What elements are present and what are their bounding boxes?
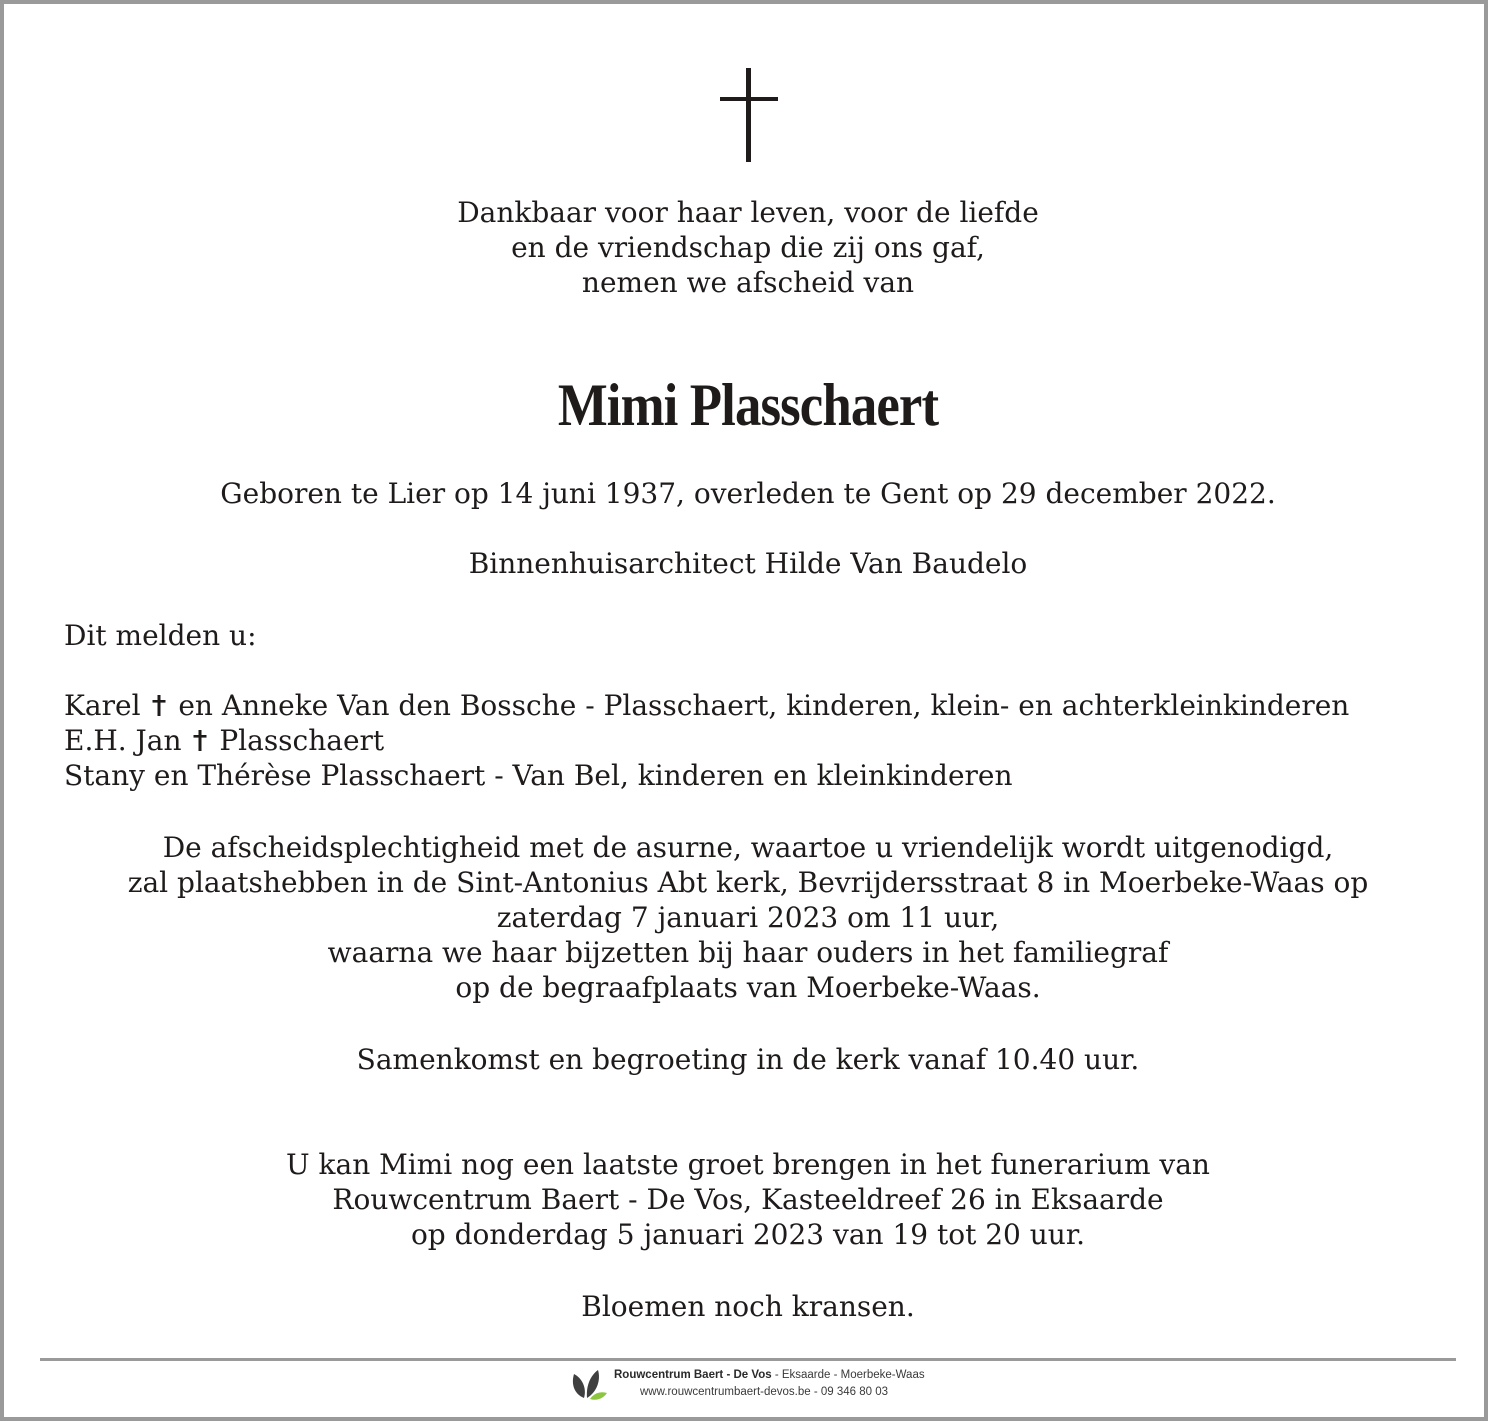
announce-text: Dit melden u: [64,619,257,652]
family-line [64,723,1349,758]
intro-line: en de vriendschap die zij ons gaf, [511,231,985,264]
family-name: E.H. Jan [64,724,182,757]
gathering-line [4,1042,1488,1077]
ceremony-line: zaterdag 7 januari 2023 om 11 uur, [496,901,1000,934]
family-name: Stany en Thérèse Plasschaert - Van Bel, kinderen en kleinkinderen [64,759,1013,792]
intro-line: nemen we afscheid van [581,266,915,299]
phone-number: - 09 346 80 03 [810,1386,889,1398]
visitation-text [4,1147,1488,1252]
flowers-line [4,1289,1488,1324]
website-link[interactable]: www.rouwcentrumbaert-devos.be [640,1386,811,1398]
intro-line: Dankbaar voor haar leven, voor de liefde [457,196,1039,229]
family-name: Karel [64,689,141,722]
footer-divider [40,1358,1456,1361]
family-list [64,688,1349,793]
visitation-line: op donderdag 5 januari 2023 van 19 tot 20 uur. [410,1218,1086,1251]
companion-line [4,546,1488,581]
ceremony-text [4,830,1488,1005]
company-locations: - Eksaarde - Moerbeke-Waas [771,1369,925,1381]
family-line [64,688,1349,723]
announce-line [64,618,257,653]
leaf-logo-icon [570,1366,608,1400]
visitation-line: Rouwcentrum Baert - De Vos, Kasteeldreef 26 in Eksaarde [332,1183,1164,1216]
family-name: Plasschaert [219,724,385,757]
family-line [64,758,1349,793]
ceremony-line: zal plaatshebben in de Sint-Antonius Abt kerk, Bevrijdersstraat 8 in Moerbeke-Waas op [127,866,1369,899]
gathering-text: Samenkomst en begroeting in de kerk vanaf 10.40 uur. [356,1043,1140,1076]
dagger-icon [192,729,208,751]
birth-death-text: Geboren te Lier op 14 juni 1937, overleden te Gent op 29 december 2022. [220,477,1276,510]
companion-text: Binnenhuisarchitect Hilde Van Baudelo [468,547,1028,580]
dagger-icon [151,694,167,716]
ceremony-line: waarna we haar bijzetten bij haar ouders in het familiegraf [327,936,1169,969]
family-name: en Anneke Van den Bossche - Plasschaert, kinderen, klein- en achterkleinkinderen [178,689,1350,722]
footer-text [614,1367,925,1401]
footer-line [614,1367,925,1384]
ceremony-line: De afscheidsplechtigheid met de asurne, waartoe u vriendelijk wordt uitgenodigd, [162,831,1334,864]
deceased-name: Mimi Plasschaert [557,372,939,438]
footer-line [614,1384,925,1401]
birth-death-line [4,476,1488,511]
visitation-line: U kan Mimi nog een laatste groet brengen in het funerarium van [286,1148,1210,1181]
ceremony-line: op de begraafplaats van Moerbeke-Waas. [455,971,1041,1004]
company-name: Rouwcentrum Baert - De Vos [614,1369,772,1381]
flowers-text: Bloemen noch kransen. [581,1290,915,1323]
cross-icon [720,68,778,162]
intro-text [4,195,1488,300]
